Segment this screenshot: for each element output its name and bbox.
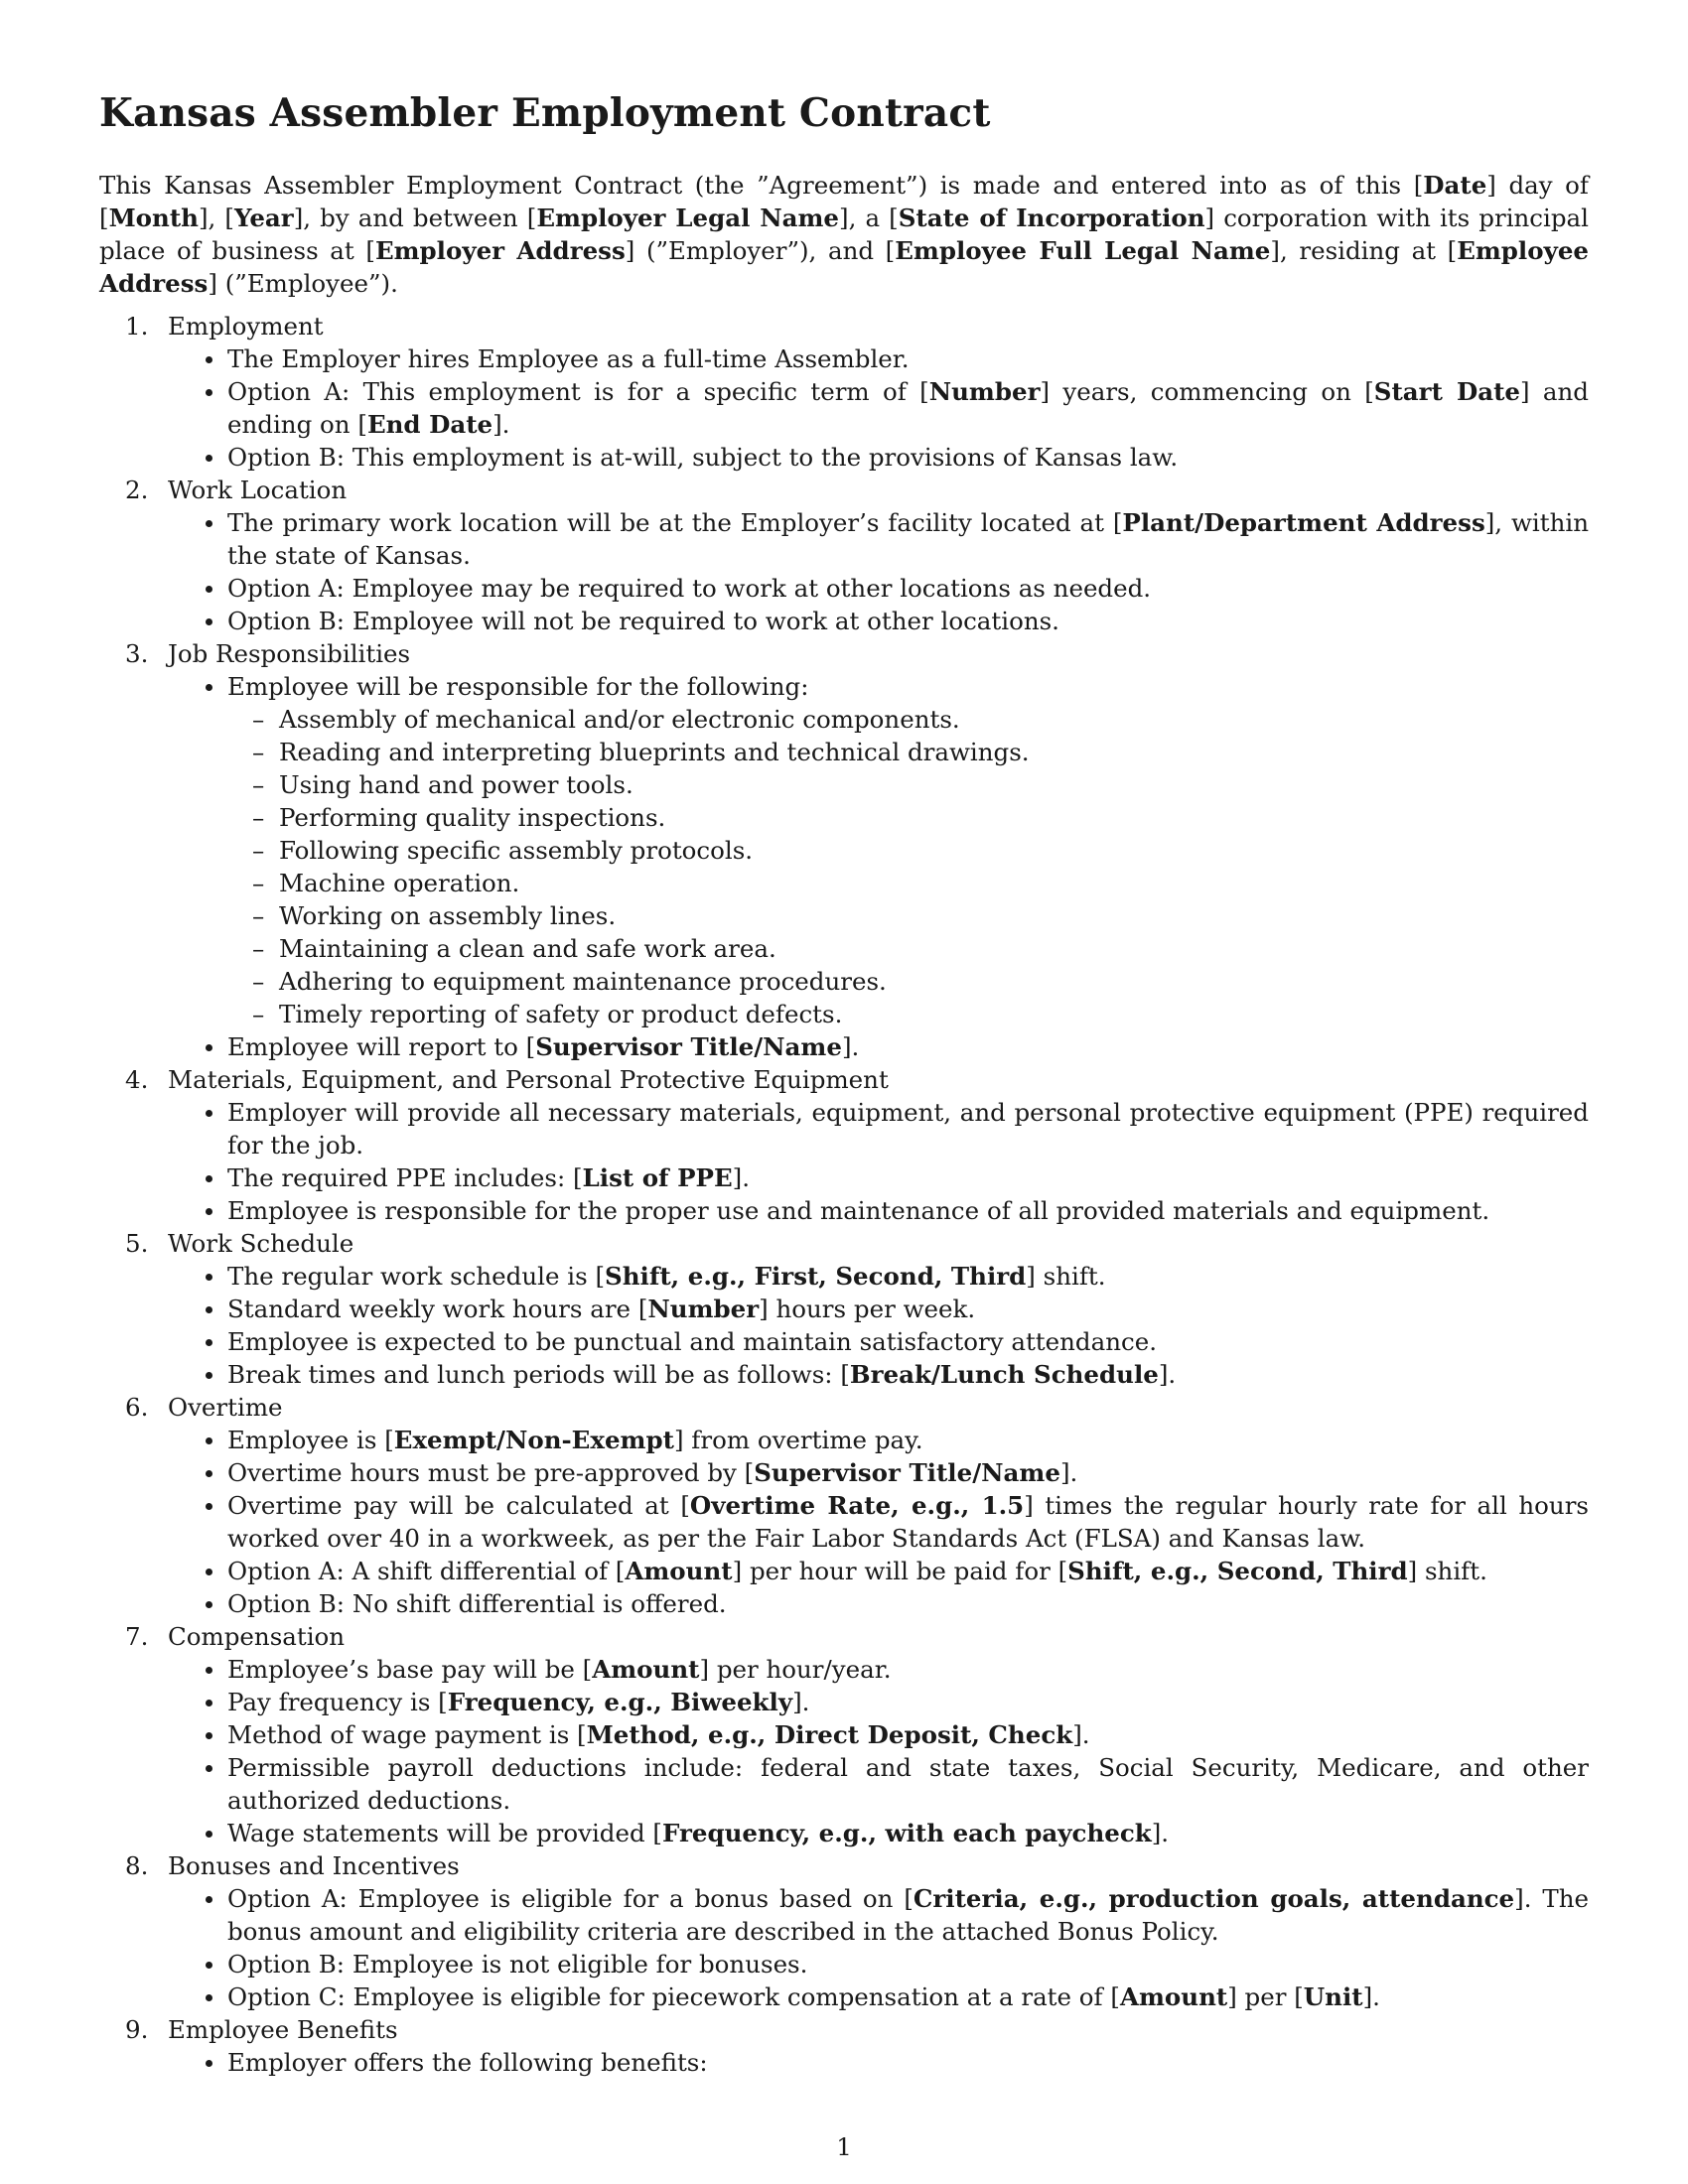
text-run: ] years, commencing on [ [1040,377,1374,406]
text-run: ] shift. [1026,1262,1106,1291]
text-run: ]. [1151,1819,1170,1847]
sub-item: – Following specific assembly protocols. [227,834,1589,867]
placeholder-field: Supervisor Title/Name [535,1032,842,1061]
text-run: ] day of [ [99,171,1589,232]
placeholder-field: Supervisor Title/Name [754,1458,1060,1487]
placeholder-field: Month [108,204,199,232]
bullet-item [168,1456,1589,1489]
text-run: Pay frequency is [ [227,1688,448,1716]
text-run: ], within the state of Kansas. [227,508,1589,570]
text-run: Overtime pay will be calculated at [ [227,1491,690,1520]
section-number: 2. [125,476,149,504]
text-run: Option C: Employee is eligible for piecework compensation at a rate of [ [227,1982,1120,2011]
placeholder-field: Plant/Department Address [1122,508,1485,537]
placeholder-field: Frequency, e.g., with each paycheck [662,1819,1152,1847]
placeholder-field: Employee Address [99,236,1589,298]
text-run: The required PPE includes: [ [227,1163,583,1192]
bullet-item [168,1751,1589,1817]
section-number: 1. [125,312,149,341]
text-run: Method of wage payment is [ [227,1720,587,1749]
bullet-item [168,1161,1589,1194]
text-run: Option B: Employee will not be required to work at other locations. [227,607,1059,635]
text-run: ] (”Employer”), and [ [625,236,896,265]
section-item [99,1227,1589,1391]
placeholder-field: End Date [366,410,493,439]
placeholder-field: Exempt/Non-Exempt [393,1426,674,1454]
bullet-item [168,1293,1589,1325]
placeholder-field: Year [233,204,294,232]
bullet-item [168,2046,1589,2079]
text-run: Employee’s base pay will be [ [227,1655,593,1684]
section-item [99,1063,1589,1227]
text-run: Option A: A shift differential of [ [227,1557,626,1585]
placeholder-field: Employer Legal Name [536,204,840,232]
text-run: This Kansas Assembler Employment Contract (the ”Agreement”) is made and entered into as of this [ [99,171,1424,200]
text-run: Employee is responsible for the proper use and maintenance of all provided materials and equipment. [227,1196,1490,1225]
bullet-item [168,1686,1589,1718]
document-page [99,87,1589,2079]
sub-item: – Performing quality inspections. [227,801,1589,834]
bullet-item [168,1030,1589,1063]
bullet-list [168,670,1589,1063]
text-run: ], [ [198,204,234,232]
bullet-list [168,1882,1589,2013]
text-run: Option A: Employee may be required to work at other locations as needed. [227,574,1152,603]
placeholder-field: Frequency, e.g., Biweekly [447,1688,793,1716]
text-run: Option B: No shift differential is offered. [227,1589,727,1618]
section-item [99,1391,1589,1620]
bullet-item [168,670,1589,1030]
text-run: ] shift. [1407,1557,1487,1585]
bullet-list [168,2046,1589,2079]
text-run: ]. [732,1163,751,1192]
sub-item: – Timely reporting of safety or product defects. [227,998,1589,1030]
bullet-item [168,1260,1589,1293]
section-number: 7. [125,1622,149,1651]
section-title: Bonuses and Incentives [168,1851,460,1880]
text-run: Employee will report to [ [227,1032,536,1061]
placeholder-field: Amount [592,1655,700,1684]
bullet-item [168,342,1589,375]
section-title: Employment [168,312,324,341]
section-item [99,637,1589,1063]
text-run: ] hours per week. [759,1295,976,1323]
sub-item: – Assembly of mechanical and/or electronic components. [227,703,1589,736]
text-run: Employer will provide all necessary materials, equipment, and personal protective equipment (PPE) required for the job. [227,1098,1589,1160]
text-run: Break times and lunch periods will be as follows: [ [227,1360,850,1389]
bullet-item [168,1882,1589,1948]
text-run: ]. [1158,1360,1177,1389]
bullet-item [168,1718,1589,1751]
bullet-item [168,1424,1589,1456]
section-number: 5. [125,1229,149,1258]
text-run: Option A: This employment is for a specific term of [ [227,377,929,406]
section-title: Materials, Equipment, and Personal Protective Equipment [168,1065,889,1094]
text-run: ] per hour will be paid for [ [732,1557,1068,1585]
bullet-item [168,1489,1589,1555]
text-run: ], by and between [ [293,204,537,232]
page-number: 1 [836,2132,852,2161]
placeholder-field: Shift, e.g., First, Second, Third [605,1262,1027,1291]
text-run: ]. [1059,1458,1078,1487]
placeholder-field: Overtime Rate, e.g., 1.5 [689,1491,1025,1520]
text-run: ]. [1362,1982,1380,2011]
sub-item: – Reading and interpreting blueprints and technical drawings. [227,736,1589,768]
bullet-item [168,572,1589,605]
section-number: 3. [125,639,149,668]
bullet-item [168,441,1589,474]
text-run: ] per hour/year. [699,1655,892,1684]
text-run: ] and ending on [ [227,377,1589,439]
text-run: ], residing at [ [1270,236,1458,265]
section-item [99,1620,1589,1849]
intro-paragraph [99,169,1589,300]
placeholder-field: Break/Lunch Schedule [849,1360,1159,1389]
document-title: Kansas Assembler Employment Contract [99,90,991,136]
placeholder-field: Unit [1303,1982,1363,2011]
text-run: Employee is expected to be punctual and maintain satisfactory attendance. [227,1327,1158,1356]
sub-item: – Using hand and power tools. [227,768,1589,801]
section-item [99,474,1589,637]
placeholder-field: Employer Address [374,236,626,265]
bullet-item [168,1555,1589,1587]
text-run: ] per [ [1227,1982,1304,2011]
bullet-list [168,1260,1589,1391]
text-run: Standard weekly work hours are [ [227,1295,648,1323]
section-item [99,2013,1589,2079]
text-run: Employee will be responsible for the following: [227,672,809,701]
section-title: Job Responsibilities [168,639,411,668]
placeholder-field: Number [928,377,1041,406]
text-run: Permissible payroll deductions include: federal and state taxes, Social Security, Medicare, and other authorized deductions. [227,1753,1589,1815]
bullet-item [168,375,1589,441]
section-item [99,310,1589,474]
placeholder-field: Employee Full Legal Name [895,236,1271,265]
text-run: Wage statements will be provided [ [227,1819,662,1847]
section-number: 6. [125,1393,149,1422]
text-run: ], a [ [839,204,899,232]
text-run: ]. [841,1032,860,1061]
placeholder-field: Amount [625,1557,733,1585]
section-list [99,310,1589,2079]
text-run: Overtime hours must be pre-approved by [ [227,1458,755,1487]
text-run: ]. [492,410,510,439]
section-title: Work Location [168,476,348,504]
section-item [99,1849,1589,2013]
bullet-item [168,1325,1589,1358]
text-run: ] corporation with its principal place of business at [ [99,204,1589,265]
bullet-item [168,605,1589,637]
text-run: ]. [792,1688,810,1716]
sub-item: – Working on assembly lines. [227,899,1589,932]
sub-item: – Adhering to equipment maintenance procedures. [227,965,1589,998]
bullet-list [168,1096,1589,1227]
bullet-item [168,1653,1589,1686]
section-number: 4. [125,1065,149,1094]
text-run: ] times the regular hourly rate for all hours worked over 40 in a workweek, as per the Fair Labor Standards Act (FLSA) and Kansas law. [227,1491,1589,1553]
text-run: ]. [1072,1720,1090,1749]
placeholder-field: Number [647,1295,760,1323]
placeholder-field: State of Incorporation [898,204,1205,232]
bullet-item [168,1980,1589,2013]
text-run: Employer offers the following benefits: [227,2048,708,2077]
section-number: 9. [125,2015,149,2044]
text-run: ] from overtime pay. [673,1426,923,1454]
section-title: Work Schedule [168,1229,354,1258]
placeholder-field: Amount [1119,1982,1228,2011]
section-title: Employee Benefits [168,2015,398,2044]
bullet-item [168,1817,1589,1849]
text-run: Option B: This employment is at-will, subject to the provisions of Kansas law. [227,443,1179,472]
bullet-item [168,1194,1589,1227]
bullet-item [168,1358,1589,1391]
text-run: The primary work location will be at the Employer’s facility located at [ [227,508,1123,537]
text-run: The Employer hires Employee as a full-time Assembler. [227,344,910,373]
bullet-list [168,506,1589,637]
placeholder-field: Method, e.g., Direct Deposit, Check [586,1720,1073,1749]
bullet-item [168,1587,1589,1620]
text-run: ] (”Employee”). [208,269,398,298]
bullet-item [168,506,1589,572]
sub-item: – Maintaining a clean and safe work area. [227,932,1589,965]
text-run: Option A: Employee is eligible for a bonus based on [ [227,1884,914,1913]
placeholder-field: Shift, e.g., Second, Third [1067,1557,1408,1585]
text-run: Option B: Employee is not eligible for bonuses. [227,1950,808,1979]
placeholder-field: Start Date [1373,377,1521,406]
section-number: 8. [125,1851,149,1880]
placeholder-field: Criteria, e.g., production goals, attendance [913,1884,1515,1913]
section-title: Compensation [168,1622,346,1651]
text-run: The regular work schedule is [ [227,1262,606,1291]
bullet-item [168,1948,1589,1980]
placeholder-field: List of PPE [582,1163,733,1192]
bullet-list [168,1424,1589,1620]
text-run: ]. The bonus amount and eligibility criteria are described in the attached Bonus Policy. [227,1884,1589,1946]
bullet-item [168,1096,1589,1161]
text-run: Employee is [ [227,1426,394,1454]
placeholder-field: Date [1423,171,1487,200]
bullet-list [168,1653,1589,1849]
sub-list [227,703,1589,1030]
bullet-list [168,342,1589,474]
section-title: Overtime [168,1393,283,1422]
sub-item: – Machine operation. [227,867,1589,899]
